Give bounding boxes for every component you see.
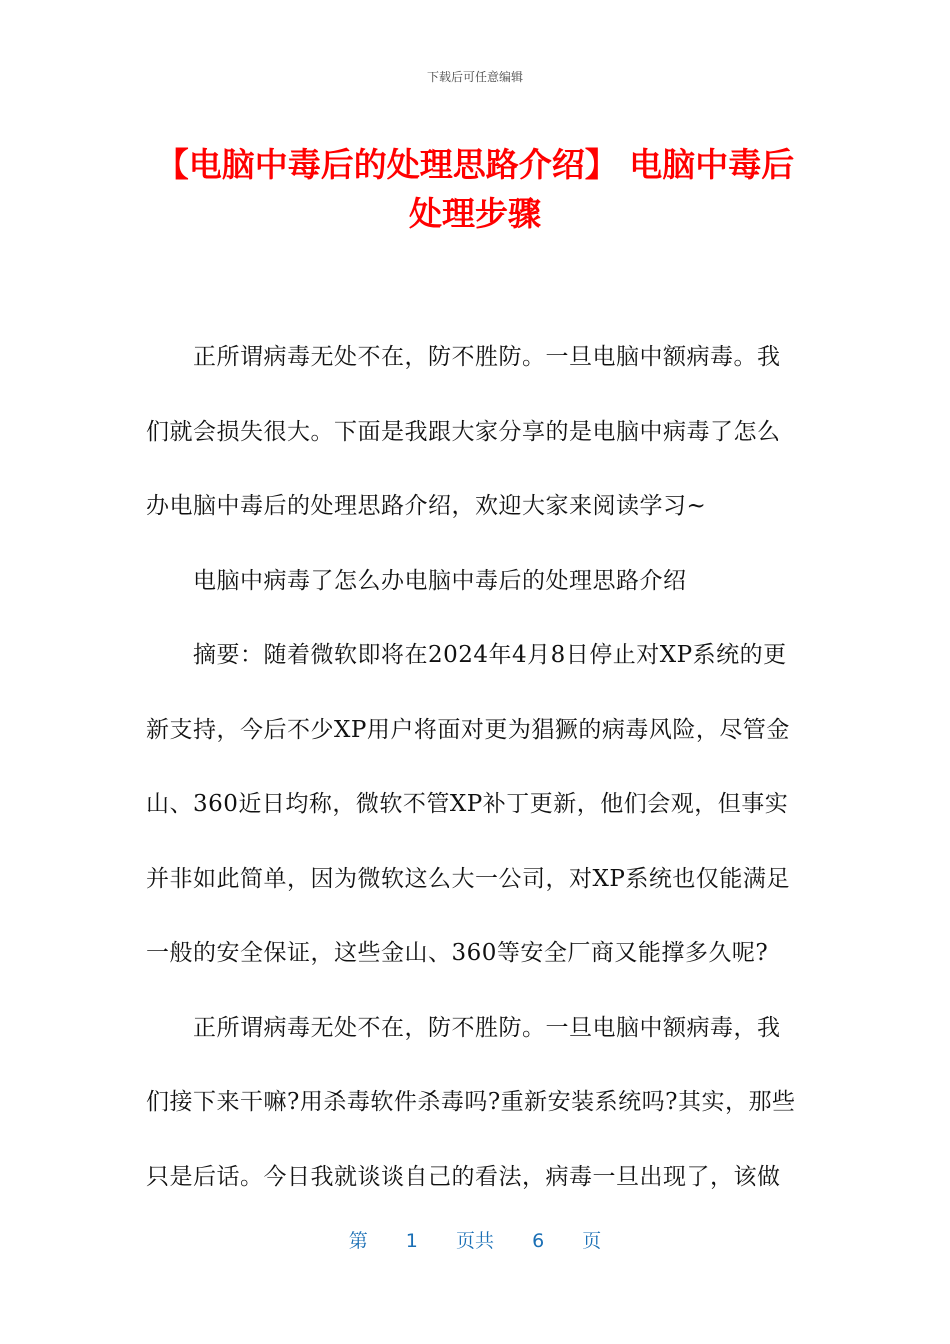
document-title: 【电脑中毒后的处理思路介绍】 电脑中毒后处理步骤	[155, 145, 795, 233]
footer-prefix: 第	[348, 1230, 368, 1252]
paragraph-subtitle: 电脑中病毒了怎么办电脑中毒后的处理思路介绍	[193, 567, 687, 594]
header-note: 下载后可任意编辑	[426, 70, 523, 84]
footer-middle: 页共	[455, 1230, 494, 1252]
paragraph-intro: 正所谓病毒无处不在，防不胜防。一旦电脑中额病毒。我 们就会损失很大。下面是我跟大家分享的是电脑中病毒了怎么 办电脑中毒后的处理思路介绍，欢迎大家来阅读学习~	[146, 344, 781, 519]
footer-suffix: 页	[582, 1230, 602, 1252]
footer-current-page: 1	[405, 1230, 418, 1252]
document-body	[146, 320, 806, 1214]
footer-total-pages: 6	[532, 1230, 545, 1252]
paragraph-continuation: 正所谓病毒无处不在，防不胜防。一旦电脑中额病毒，我 们接下来干嘛?用杀毒软件杀毒吗?重新安装系统吗?其实，那些 只是后话。今日我就谈谈自己的看法，病毒一旦出现了，该做	[146, 1014, 796, 1190]
page-footer	[0, 1226, 950, 1253]
paragraph-abstract: 摘要：随着微软即将在2024年4月8日停止对XP系统的更 新支持，今后不少XP用户将面对更为猖獗的病毒风险，尽管金 山、360近日均称，微软不管XP补丁更新，他们会观，但事实 并非如此简单，因为微软这么大一公司，对XP系统也仅能满足 一般的安全保证，这些金山、360等安全厂商又能撑多久呢?	[146, 642, 790, 966]
